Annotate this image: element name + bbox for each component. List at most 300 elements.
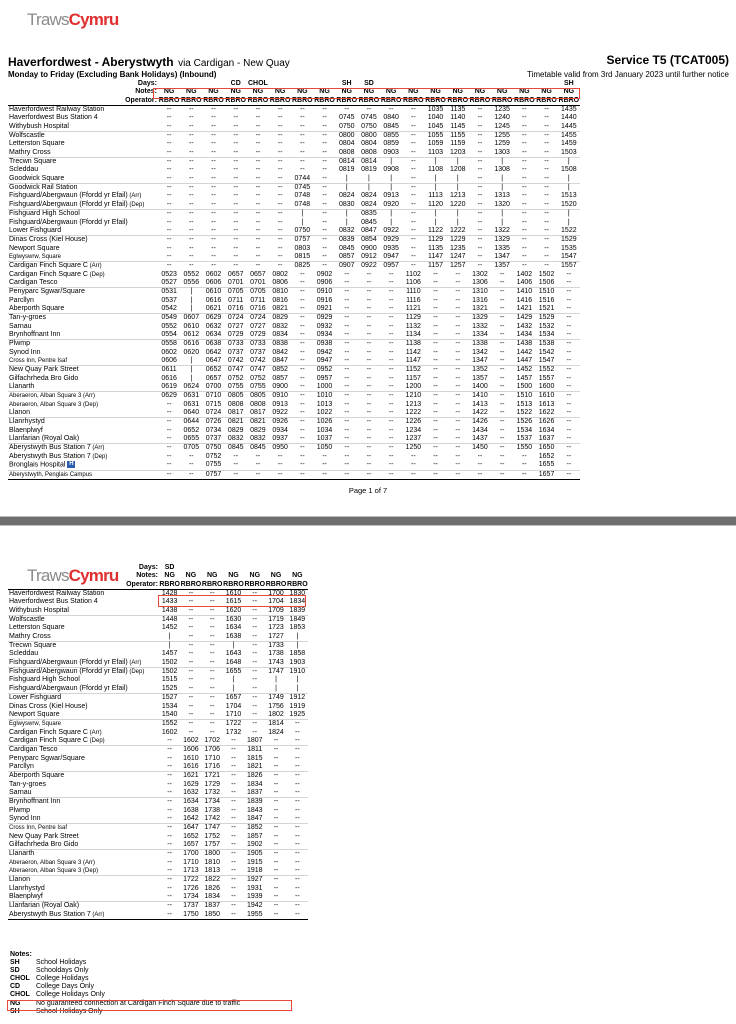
stop-name [8,192,158,200]
table-row [8,633,308,642]
time-cell: 1506 [538,278,555,286]
time-cell: 0913 [272,400,288,408]
stop-label: Cardigan Finch Square C [9,270,88,278]
time-cell: -- [499,400,505,408]
time-cell: -- [158,236,180,245]
time-cell: -- [477,148,483,156]
time-cell: 0803 [294,244,311,252]
stop-name [8,781,159,789]
time-cell: -- [291,366,313,375]
time-cell: -- [322,166,327,174]
time-cell: -- [522,252,527,260]
time-cell: 1652 [183,832,199,840]
time-cell: -- [211,226,216,234]
time-cell: 0855 [380,132,402,141]
time-cell: -- [223,824,244,833]
time-cell: 1613 [538,400,555,408]
time-cell: 1721 [202,772,223,781]
time-cell: 1122 [428,226,444,234]
time-cell: -- [287,772,308,781]
time-cell: -- [522,461,527,469]
time-cell: 1615 [225,598,242,606]
time-cell: -- [522,106,527,114]
time-cell: 0857 [272,374,288,382]
time-cell: 0710 [202,392,224,401]
time-cell: -- [188,166,194,174]
stop-suffix: (Arr) [127,659,142,666]
time-cell: -- [322,122,327,130]
time-cell: -- [225,262,247,271]
time-cell: 0854 [358,236,380,245]
time-cell: 1138 [402,340,424,349]
time-cell: 0842 [272,348,288,356]
time-cell: -- [202,694,223,703]
time-cell: 1630 [223,616,244,625]
time-cell: 0840 [383,114,399,122]
time-cell: 1750 [180,911,201,920]
time-cell: 1459 [561,140,577,148]
time-cell: 1406 [516,278,533,286]
stop-label: Tan-y-groes [9,780,46,788]
time-cell: -- [159,850,180,859]
time-cell: -- [166,252,172,260]
time-cell: -- [299,357,305,364]
time-cell: -- [233,192,239,200]
time-cell: -- [522,174,527,182]
time-cell: 1637 [538,435,555,443]
time-cell: 0727 [250,322,266,330]
days-cell [202,564,223,572]
time-cell: 0839 [336,236,358,245]
time-cell: 0910 [313,288,335,297]
notes-row-label: Notes: [135,88,157,96]
time-cell: -- [433,374,438,382]
time-cell: 0748 [294,200,311,208]
time-cell: -- [366,383,372,391]
stop-name [8,409,158,418]
time-cell: 1839 [244,798,265,807]
time-cell: 1200 [405,383,422,391]
time-cell: -- [252,598,258,606]
time-cell: -- [433,400,438,408]
time-cell: -- [233,166,239,174]
time-cell: -- [433,304,438,312]
time-cell: -- [322,114,327,122]
time-cell: 1332 [472,322,488,330]
time-cell: -- [158,132,180,141]
time-cell: -- [233,461,239,469]
time-cell: 1652 [538,452,555,460]
time-cell: -- [447,314,469,323]
time-cell: | [168,632,171,640]
time-cell: -- [277,200,283,208]
time-cell: -- [566,383,572,391]
time-cell: 1316 [472,296,488,304]
time-cell: 1045 [427,122,444,130]
time-cell: -- [455,296,461,304]
time-cell: 1529 [535,314,557,323]
time-cell: 0742 [227,357,244,364]
stop-name [8,833,159,841]
stop-label: Haverfordwest Bus Station 4 [9,598,98,606]
time-cell: 0913 [383,192,399,200]
time-cell: -- [255,114,261,122]
time-cell: -- [273,858,279,866]
time-cell: 1810 [204,858,220,866]
stop-label: Haverfordwest Bus Station 4 [9,114,98,122]
time-cell: -- [388,426,394,434]
time-cell: 1710 [225,710,242,718]
time-cell: -- [380,418,402,427]
stop-name [8,219,158,227]
time-cell: -- [273,762,279,770]
time-cell: -- [366,374,372,382]
time-cell: 0825 [291,262,313,271]
stop-label: Llanon [9,876,31,884]
time-cell: -- [433,435,438,443]
time-cell: 0832 [272,322,288,330]
time-cell: 1700 [180,850,201,859]
time-cell: 0806 [272,278,288,286]
stop-label: Newport Square [9,244,60,252]
time-cell: -- [358,340,380,349]
time-cell: 0638 [202,340,224,349]
time-cell: 0757 [291,236,313,245]
time-cell: -- [477,122,483,130]
notes-cell: NG [208,88,219,96]
time-cell: 1610 [535,392,557,401]
time-cell: -- [166,148,172,156]
time-cell: -- [299,304,305,312]
time-cell: -- [273,814,279,822]
time-cell: 0845 [247,444,269,453]
operator-cell: RBRO [314,96,335,104]
note-text: School Holidays Only [36,1007,103,1015]
stop-label: New Quay Park Street [9,366,79,374]
time-cell: -- [411,140,416,148]
time-cell: -- [255,192,261,200]
notes-cell: NG [270,572,282,580]
time-cell: -- [295,728,300,736]
time-cell: 0745 [291,184,313,193]
table-row [8,435,580,444]
stop-name [8,123,158,132]
table-row [8,158,580,167]
time-cell: 1320 [494,200,510,208]
table-row [8,184,580,193]
stop-name [8,435,158,444]
table-row [8,815,308,824]
time-cell: -- [188,140,194,148]
time-cell: 1110 [402,288,424,297]
time-cell: -- [499,322,505,330]
time-cell: 1622 [538,409,555,417]
time-cell: | [424,158,446,167]
time-cell: 1552 [159,720,180,729]
days-cell [265,564,286,572]
stop-label: Goodwick Square [9,174,65,182]
time-cell: -- [211,166,216,174]
time-cell: -- [544,148,549,156]
time-cell: -- [211,252,216,260]
time-cell: -- [522,452,527,460]
time-cell: 0700 [205,383,222,391]
time-cell: -- [166,244,172,252]
time-cell: 1535 [561,244,577,252]
time-cell: -- [566,330,572,338]
time-cell: | [380,184,402,193]
table-row [8,650,308,658]
table-row [8,598,308,606]
time-cell: | [345,174,348,182]
days-cell [469,80,491,88]
time-cell: -- [299,348,305,356]
notes-cell: NG [252,88,264,96]
time-cell: -- [299,140,305,148]
time-cell: -- [558,418,580,427]
time-cell: 1402 [516,270,533,278]
table-row [8,392,580,401]
table-row [8,607,308,616]
time-cell: 1837 [246,788,263,796]
stop-name [8,885,159,893]
time-cell: -- [233,122,239,130]
time-cell: | [380,210,402,219]
time-cell: -- [366,296,372,304]
stop-name [8,288,158,297]
time-cell: -- [491,470,513,479]
time-cell: -- [388,278,394,286]
time-cell: -- [277,461,283,469]
stop-name [8,331,158,340]
time-cell: -- [433,452,438,460]
time-cell: 0737 [227,348,244,356]
operator-cell: RBRO [403,96,424,104]
stop-name [8,911,159,920]
time-cell: -- [159,746,180,755]
time-cell: 1529 [558,236,580,245]
stop-label: Trecwn Square [9,158,57,166]
stop-label: Aberporth Square [9,772,65,780]
time-cell: -- [344,435,350,443]
time-cell: -- [566,374,572,382]
time-cell: -- [433,348,438,356]
time-cell: 0830 [338,200,355,208]
time-cell: -- [295,788,300,796]
time-cell: 0819 [338,166,355,174]
time-cell: 0821 [272,304,288,312]
time-cell: -- [255,148,261,156]
time-cell: -- [209,598,215,606]
time-cell: 1912 [287,694,308,703]
time-cell: -- [522,114,527,122]
time-cell: -- [255,244,261,252]
time-cell: -- [322,226,327,234]
time-cell: | [296,632,299,640]
time-cell: 0750 [202,444,224,453]
time-cell: -- [188,710,194,718]
time-cell: -- [411,461,416,469]
table-row [8,262,580,271]
operator-cell: RBRO [158,96,180,104]
time-cell: -- [188,200,194,208]
time-cell: 1638 [183,806,199,814]
time-cell: -- [402,236,424,245]
time-cell: -- [299,426,305,434]
time-cell: -- [366,409,372,417]
time-cell: -- [273,736,279,744]
time-cell: 1142 [405,348,421,356]
table-row [8,807,308,815]
time-cell: -- [380,340,402,349]
time-cell: 1738 [268,650,284,658]
table-row [8,175,580,184]
time-cell: -- [225,470,247,479]
time-cell: -- [244,720,265,729]
time-cell: 1132 [405,322,421,330]
time-cell: -- [544,174,549,182]
time-cell: -- [366,357,372,364]
note-code: CD [10,983,21,991]
time-cell: 0616 [180,340,202,349]
time-cell: -- [336,418,358,427]
time-cell: 1513 [561,192,577,200]
time-cell: -- [269,262,291,271]
time-cell: -- [209,676,215,684]
time-cell: 1610 [225,590,242,598]
time-cell: -- [491,288,513,297]
time-cell: -- [255,174,261,182]
time-cell: -- [558,340,580,349]
time-cell: -- [411,192,416,200]
time-cell: -- [477,252,483,260]
time-cell: -- [159,876,180,885]
time-cell: -- [255,106,261,114]
stop-label: Withybush Hospital [9,606,69,614]
time-cell: 0838 [269,340,291,349]
days-cell: SD [364,80,374,87]
days-cell [287,564,308,572]
days-cell [402,80,424,88]
time-cell: -- [358,314,380,323]
time-cell: -- [522,122,527,130]
time-cell: 1234 [405,426,422,434]
time-cell: 0616 [205,296,222,304]
time-cell: 1210 [402,392,424,401]
time-cell: 0922 [358,262,380,271]
time-cell: 1540 [161,710,178,718]
time-cell: -- [499,435,505,443]
time-cell: 0734 [205,426,222,434]
time-cell: 0845 [225,444,247,453]
time-cell: 1410 [513,288,535,297]
time-cell: -- [277,218,283,226]
time-cell: 1824 [268,728,284,736]
stop-label: Wolfscastle [9,616,45,624]
stop-label: Blaenplwyf [9,893,43,901]
time-cell: -- [211,106,216,114]
table-row [8,418,580,427]
time-cell: -- [291,444,313,453]
time-cell: 1321 [472,304,488,312]
time-cell: -- [544,106,549,114]
time-cell: 1632 [183,788,199,796]
table-row [8,729,308,737]
time-cell: 1734 [183,893,199,901]
time-cell: -- [159,772,180,781]
time-cell: -- [424,392,446,401]
table-row [8,685,308,694]
time-cell: -- [273,884,279,892]
time-cell: -- [336,392,358,401]
note-item [10,967,240,975]
time-cell: -- [233,114,239,122]
stop-label: Llanon [9,409,31,417]
time-cell: -- [344,426,350,434]
time-cell: 0817 [227,409,244,417]
stop-name [8,755,159,763]
stop-label: Sarnau [9,788,32,796]
time-cell: 1726 [183,884,199,892]
time-cell: | [558,210,580,219]
time-cell: -- [344,348,350,356]
time-cell: -- [277,252,283,260]
notes-cell: NG [363,88,375,96]
time-cell: -- [202,668,223,677]
time-cell: -- [402,132,424,141]
time-cell: -- [433,330,438,338]
time-cell: -- [247,210,269,219]
time-cell: 1925 [289,710,306,718]
time-cell: 1050 [313,444,335,453]
stop-label: Tan-y-groes [9,314,46,322]
time-cell: -- [223,798,244,807]
time-cell: 1508 [561,166,577,174]
time-cell: -- [223,876,244,885]
time-cell: 0552 [161,322,177,330]
time-cell: 0621 [205,304,222,312]
time-cell: -- [291,470,313,479]
operator-cell: RBRO [225,96,247,104]
time-cell: -- [433,426,438,434]
time-cell: -- [209,606,215,614]
notes-cell: NG [430,88,441,96]
stop-label: Gilfachrheda Bro Gido [9,841,79,848]
time-cell: -- [411,114,416,122]
time-cell: -- [499,461,505,469]
time-cell: 0724 [205,409,222,417]
table-row [8,711,308,720]
time-cell: -- [522,218,527,226]
time-cell: -- [166,452,172,460]
time-cell: -- [477,174,483,182]
time-cell: -- [273,832,279,840]
time-cell: -- [188,658,194,666]
time-cell: -- [295,814,300,822]
time-cell: 1157 [405,374,421,382]
time-cell: -- [388,409,394,417]
time-cell: 1152 [402,366,424,375]
stop-label: Cardigan Tesco [9,746,58,754]
time-cell: -- [469,158,491,167]
time-cell: 1159 [450,140,466,148]
time-cell: 1719 [265,616,286,625]
stop-label: Lower Fishguard [9,226,62,234]
note-item [10,991,240,999]
time-cell: -- [255,166,261,174]
time-cell: -- [287,850,308,859]
time-cell: 1040 [427,114,444,122]
